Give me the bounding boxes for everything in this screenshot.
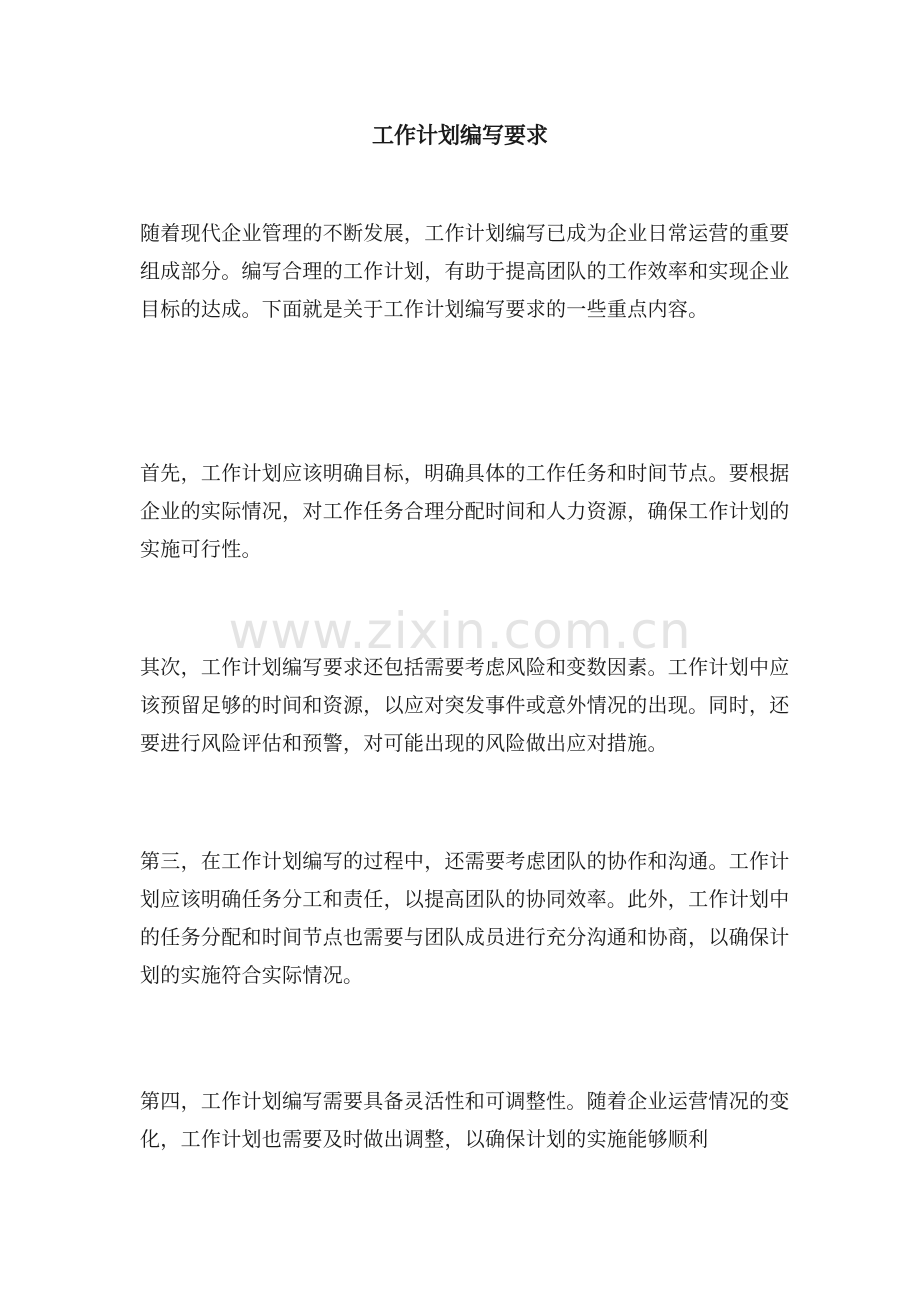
document-title: 工作计划编写要求 [371,123,548,149]
paragraph-intro: 随着现代企业管理的不断发展，工作计划编写已成为企业日常运营的重要组成部分。编写合理的工作计划，有助于提高团队的工作效率和实现企业目标的达成。下面就是关于工作计划编写要求的一些重点内容。 [140,221,790,321]
paragraph-fourth: 第四，工作计划编写需要具备灵活性和可调整性。随着企业运营情况的变化，工作计划也需要及时做出调整，以确保计划的实施能够顺利 [140,1089,790,1151]
paragraph-first: 首先，工作计划应该明确目标，明确具体的工作任务和时间节点。要根据企业的实际情况，对工作任务合理分配时间和人力资源，确保工作计划的实施可行性。 [140,461,790,561]
watermark: www.zixin.com.cn [228,602,692,660]
paragraph-third: 第三，在工作计划编写的过程中，还需要考虑团队的协作和沟通。工作计划应该明确任务分工和责任，以提高团队的协同效率。此外，工作计划中的任务分配和时间节点也需要与团队成员进行充分沟通和协商，以确保计划的实施符合实际情况。 [140,849,790,987]
paragraph-second: 其次，工作计划编写要求还包括需要考虑风险和变数因素。工作计划中应该预留足够的时间和资源，以应对突发事件或意外情况的出现。同时，还要进行风险评估和预警，对可能出现的风险做出应对措施。 [140,655,790,755]
